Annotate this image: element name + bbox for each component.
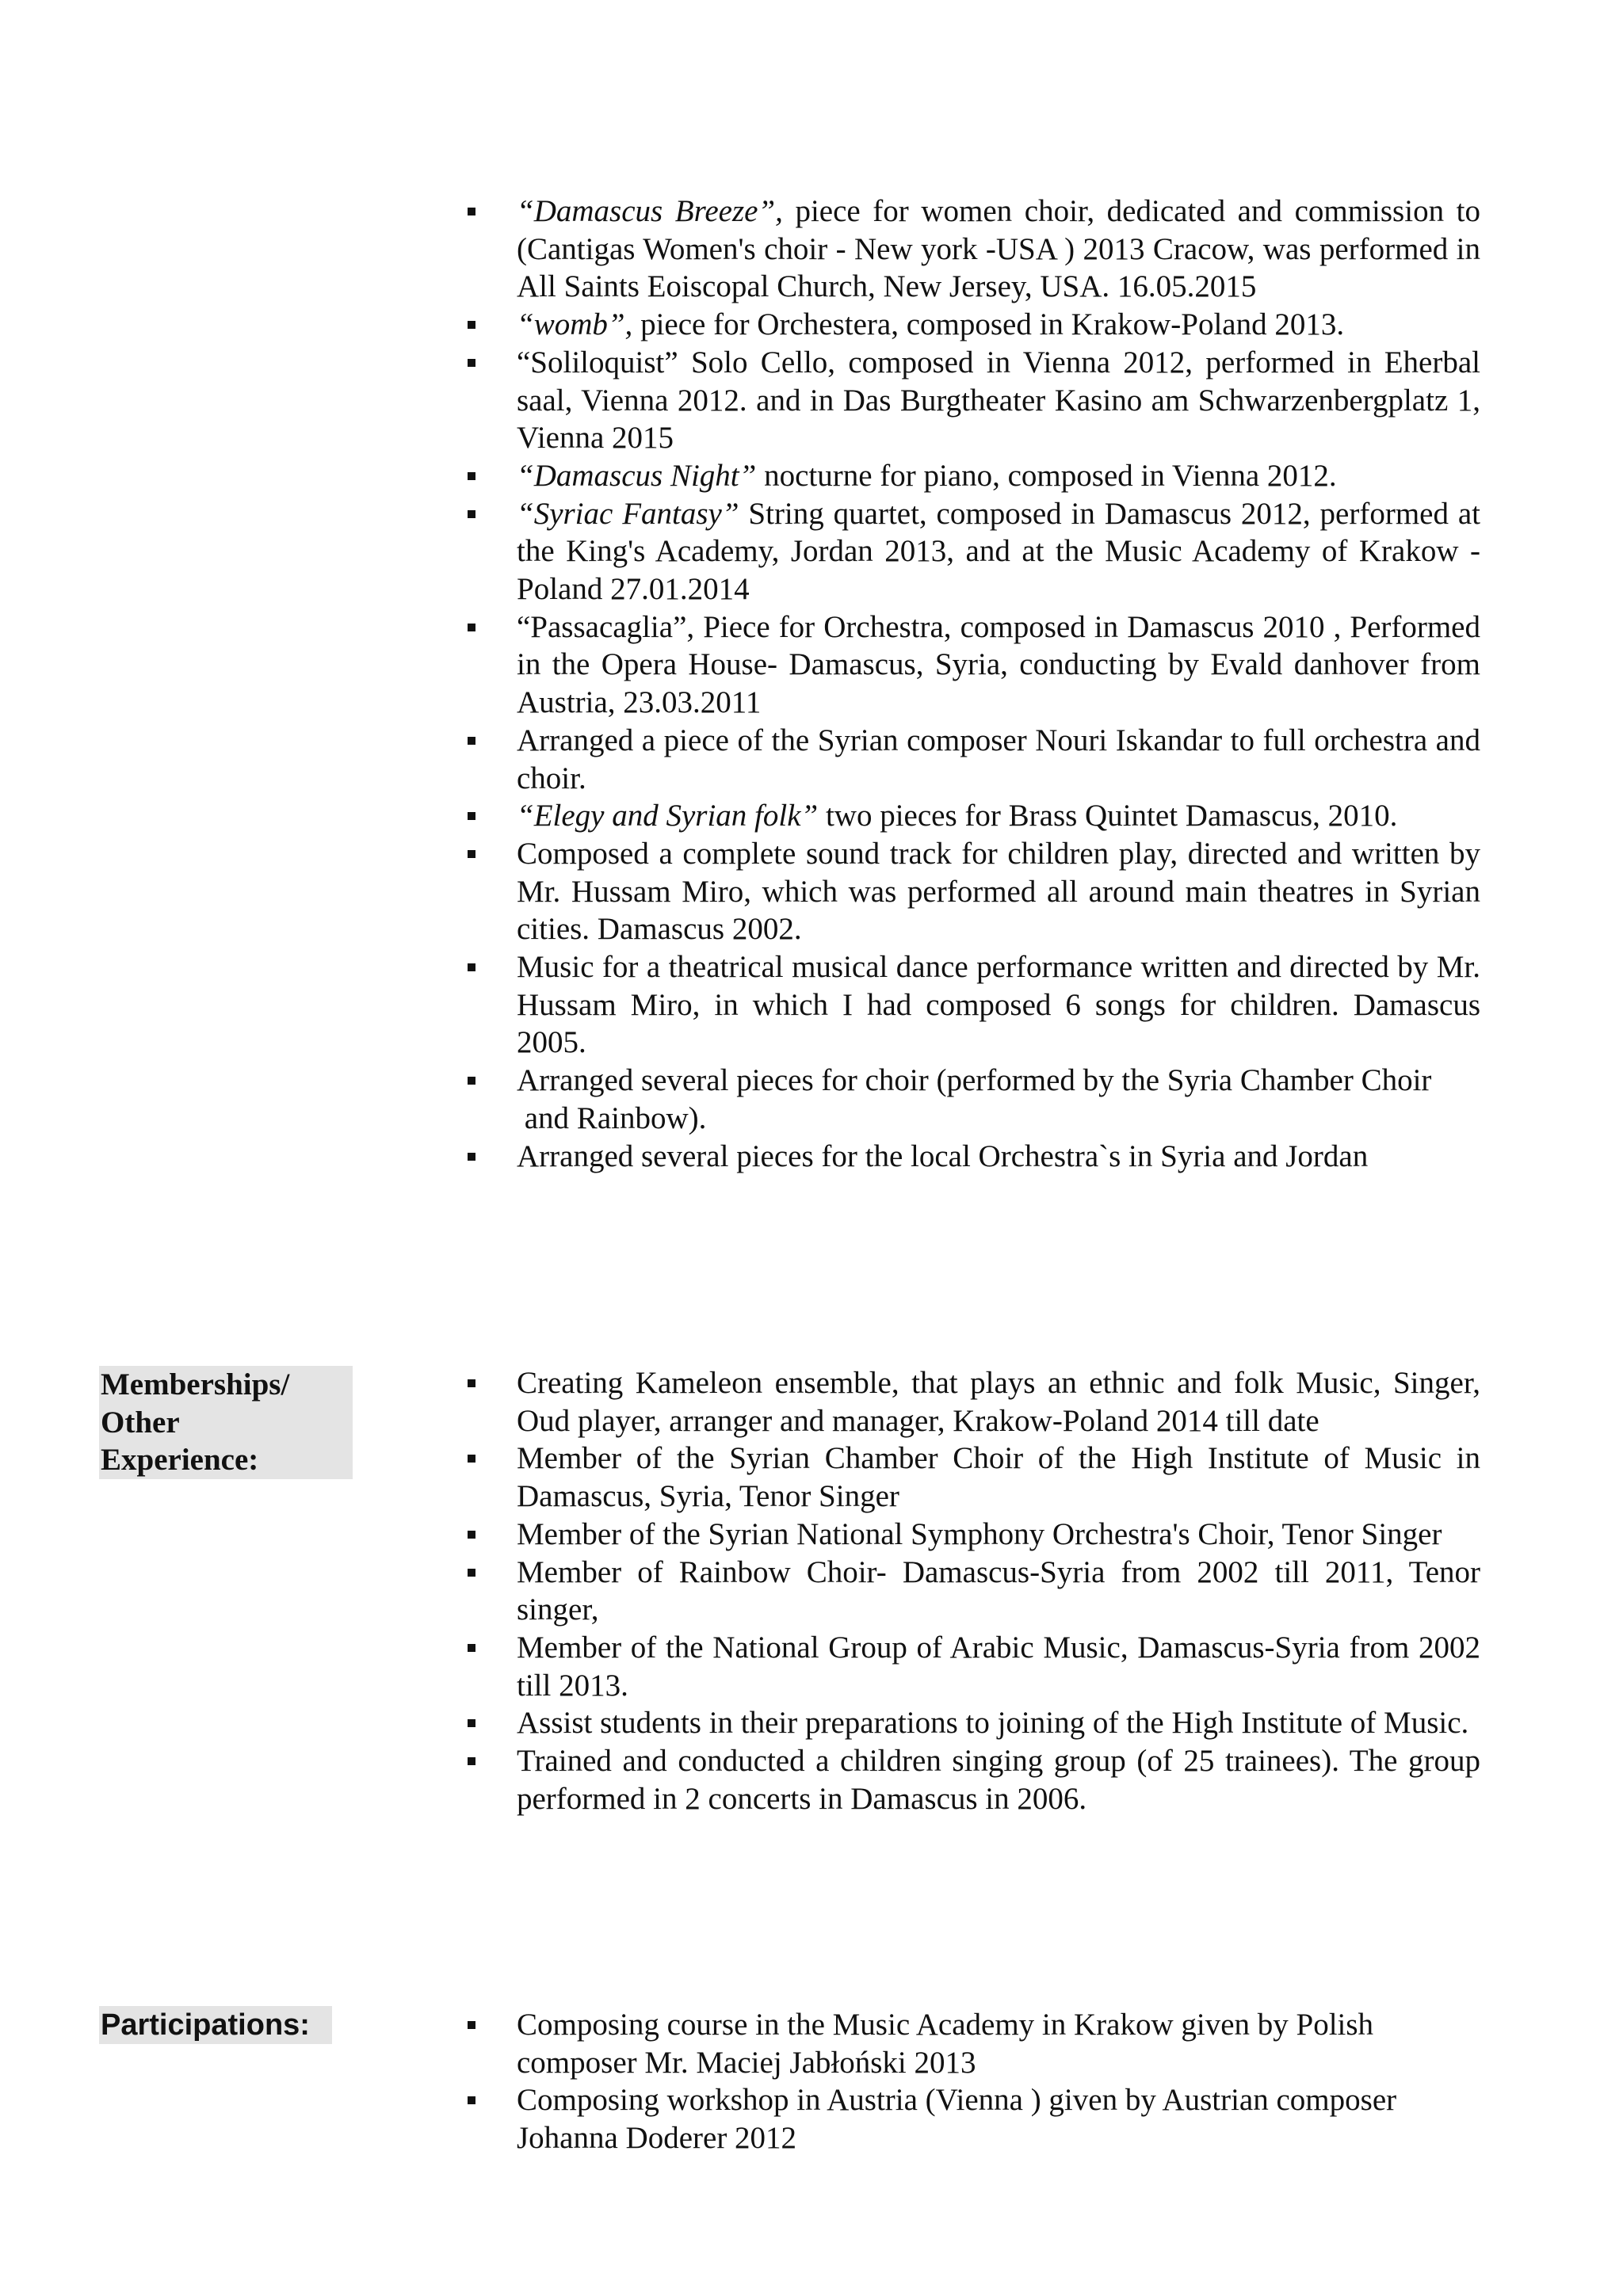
bullet-icon: [468, 737, 475, 745]
list-item: [0, 495, 1480, 608]
list-item: [0, 722, 1480, 797]
bullet-icon: [468, 1719, 475, 1727]
list-item: [0, 2081, 1474, 2157]
composition-description-continued: and Rainbow).: [517, 1100, 707, 1135]
membership-text: Trained and conducted a children singing group (of 25 trainees). The group performed in 2 concerts in Damascus in 2006.: [517, 1744, 1480, 1816]
bullet-icon: [468, 624, 475, 631]
composition-description: nocturne for piano, composed in Vienna 2012.: [756, 458, 1337, 493]
list-item: [0, 1629, 1480, 1704]
composition-description: two pieces for Brass Quintet Damascus, 2010.: [818, 799, 1398, 833]
bullet-icon: [468, 1531, 475, 1539]
compositions-list: [0, 193, 1623, 1175]
composition-description: “Soliloquist” Solo Cello, composed in Vienna 2012, performed in Eherbal saal, Vienna 2012. and in Das Burgtheater Kasino am Schwarzenbergplatz 1, Vienna 2015: [517, 345, 1480, 456]
bullet-icon: [468, 359, 475, 367]
list-item: [0, 608, 1480, 722]
composition-description: piece for Orchestera, composed in Krakow-Poland 2013.: [632, 307, 1345, 342]
memberships-list: [0, 1364, 1623, 1817]
bullet-icon: [468, 1379, 475, 1387]
composition-description: Arranged several pieces for choir (performed by the Syria Chamber Choir: [517, 1063, 1432, 1098]
membership-text: Member of the Syrian Chamber Choir of the High Institute of Music in Damascus, Syria, Tenor Singer: [517, 1441, 1480, 1514]
bullet-icon: [468, 1455, 475, 1463]
bullet-icon: [468, 510, 475, 518]
list-item: [0, 1516, 1480, 1554]
bullet-icon: [468, 812, 475, 820]
composition-title: “Syriac Fantasy”: [517, 496, 739, 531]
list-item: [0, 797, 1480, 835]
list-item: [0, 1554, 1480, 1629]
bullet-icon: [468, 472, 475, 480]
participation-text: Composing course in the Music Academy in Krakow given by Polish composer Mr. Maciej Jabłoński 2013: [517, 2008, 1374, 2080]
membership-text: Assist students in their preparations to joining of the High Institute of Music.: [517, 1706, 1469, 1741]
list-item: [0, 948, 1480, 1062]
list-item: [0, 1440, 1480, 1515]
bullet-icon: [468, 2096, 475, 2104]
composition-description: String quartet, composed in Damascus 2012, performed at the King's Academy, Jordan 2013, and at the Music Academy of Krakow - Poland 27.01.2014: [517, 496, 1480, 607]
list-item: [0, 835, 1480, 948]
list-item: [0, 1704, 1480, 1742]
composition-title: “Damascus Night”: [517, 458, 757, 493]
bullet-icon: [468, 1644, 475, 1652]
list-item: [0, 344, 1480, 457]
composition-title: “womb”,: [517, 307, 633, 342]
list-item: [0, 1062, 1480, 1137]
bullet-icon: [468, 1077, 475, 1085]
composition-description: Composed a complete sound track for children play, directed and written by Mr. Hussam Miro, which was performed all around main theatres in Syrian cities. Damascus 2002.: [517, 836, 1480, 947]
list-item: [0, 306, 1480, 344]
list-item: [0, 193, 1480, 306]
composition-description: Arranged several pieces for the local Orchestra`s in Syria and Jordan: [517, 1138, 1369, 1173]
composition-title: “Elegy and Syrian folk”: [517, 799, 819, 833]
membership-text: Member of Rainbow Choir- Damascus-Syria from 2002 till 2011, Tenor singer,: [517, 1554, 1480, 1627]
participations-list: [0, 2006, 1623, 2157]
bullet-icon: [468, 2021, 475, 2029]
bullet-icon: [468, 1153, 475, 1161]
bullet-icon: [468, 208, 475, 215]
composition-description: Music for a theatrical musical dance performance written and directed by Mr. Hussam Miro, in which I had composed 6 songs for children. Damascus 2005.: [517, 950, 1480, 1060]
composition-description: “Passacaglia”, Piece for Orchestra, composed in Damascus 2010 , Performed in the Opera House- Damascus, Syria, conducting by Evald danhover from Austria, 23.03.2011: [517, 609, 1480, 720]
membership-text: Member of the Syrian National Symphony Orchestra's Choir, Tenor Singer: [517, 1516, 1442, 1551]
list-item: [0, 1138, 1480, 1176]
bullet-icon: [468, 963, 475, 971]
heading-line: Memberships/: [101, 1367, 290, 1402]
list-item: [0, 457, 1480, 495]
bullet-icon: [468, 1757, 475, 1765]
membership-text: Creating Kameleon ensemble, that plays an ethnic and folk Music, Singer, Oud player, arranger and manager, Krakow-Poland 2014 till date: [517, 1366, 1480, 1438]
heading-line: Experience:: [101, 1443, 259, 1477]
list-item: [0, 2006, 1474, 2081]
heading-line: Participations:: [101, 2008, 310, 2042]
composition-description: piece for women choir, dedicated and commission to (Cantigas Women's choir - New york -USA ) 2013 Cracow, was performed in All Saints Eoiscopal Church, New Jersey, USA. 16.05.2015: [517, 194, 1480, 304]
bullet-icon: [468, 850, 475, 858]
heading-line: Other: [101, 1405, 180, 1440]
participation-text: Composing workshop in Austria (Vienna ) given by Austrian composer Johanna Doderer 2012: [517, 2083, 1397, 2156]
bullet-icon: [468, 321, 475, 329]
composition-title: “Damascus Breeze”,: [517, 194, 783, 228]
bullet-icon: [468, 1569, 475, 1577]
membership-text: Member of the National Group of Arabic Music, Damascus-Syria from 2002 till 2013.: [517, 1630, 1480, 1703]
composition-description: Arranged a piece of the Syrian composer Nouri Iskandar to full orchestra and choir.: [517, 723, 1480, 795]
list-item: [0, 1364, 1480, 1440]
list-item: [0, 1742, 1480, 1817]
